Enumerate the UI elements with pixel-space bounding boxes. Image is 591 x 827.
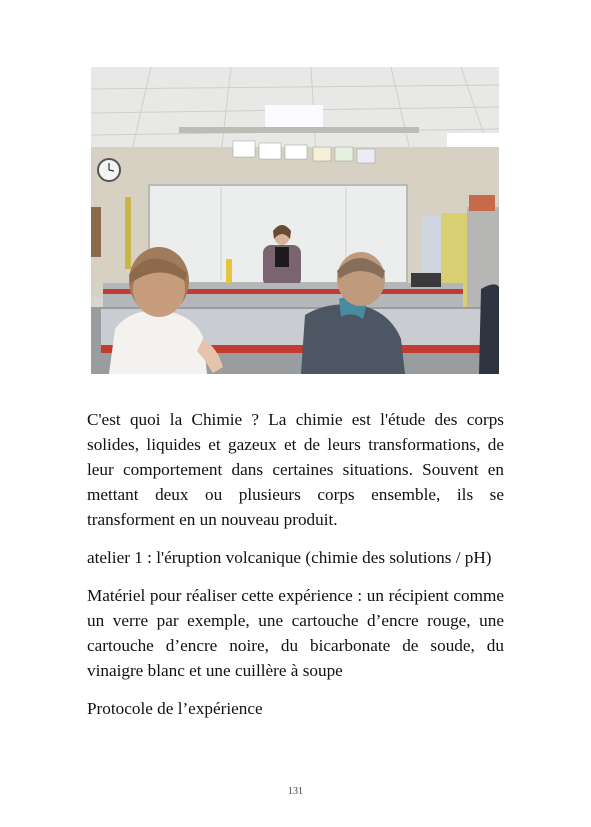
yellow-ruler bbox=[125, 197, 131, 269]
box-on-cabinet bbox=[469, 195, 495, 211]
body-text bbox=[87, 407, 504, 721]
equipment bbox=[411, 273, 441, 287]
classroom-illustration bbox=[91, 67, 499, 374]
left-board bbox=[91, 207, 101, 257]
intro-paragraph: C'est quoi la Chimie ? La chimie est l'étude des corps solides, liquides et gazeux et de leurs transformations, de leur comportement dans certaines situations. Souvent en mettant deux ou plusieurs corps ensemble, ils se transforment en un nouveau produit. bbox=[87, 410, 504, 529]
classroom-photo bbox=[91, 67, 499, 374]
ceiling-light bbox=[265, 105, 323, 129]
page-number: 131 bbox=[288, 786, 303, 797]
sign-rail bbox=[179, 127, 419, 133]
bottle bbox=[226, 259, 232, 283]
student-edge bbox=[479, 284, 499, 374]
protocol-heading: Protocole de l’expérience bbox=[87, 699, 263, 718]
materials-paragraph: Matériel pour réaliser cette expérience : un récipient comme un verre par exemple, une cartouche d’encre rouge, une cartouche d’encre noire, du bicarbonate de soude, du vinaigre blanc et une cuillère à soupe bbox=[87, 586, 504, 680]
atelier-heading: atelier 1 : l'éruption volcanique (chimie des solutions / pH) bbox=[87, 548, 492, 567]
